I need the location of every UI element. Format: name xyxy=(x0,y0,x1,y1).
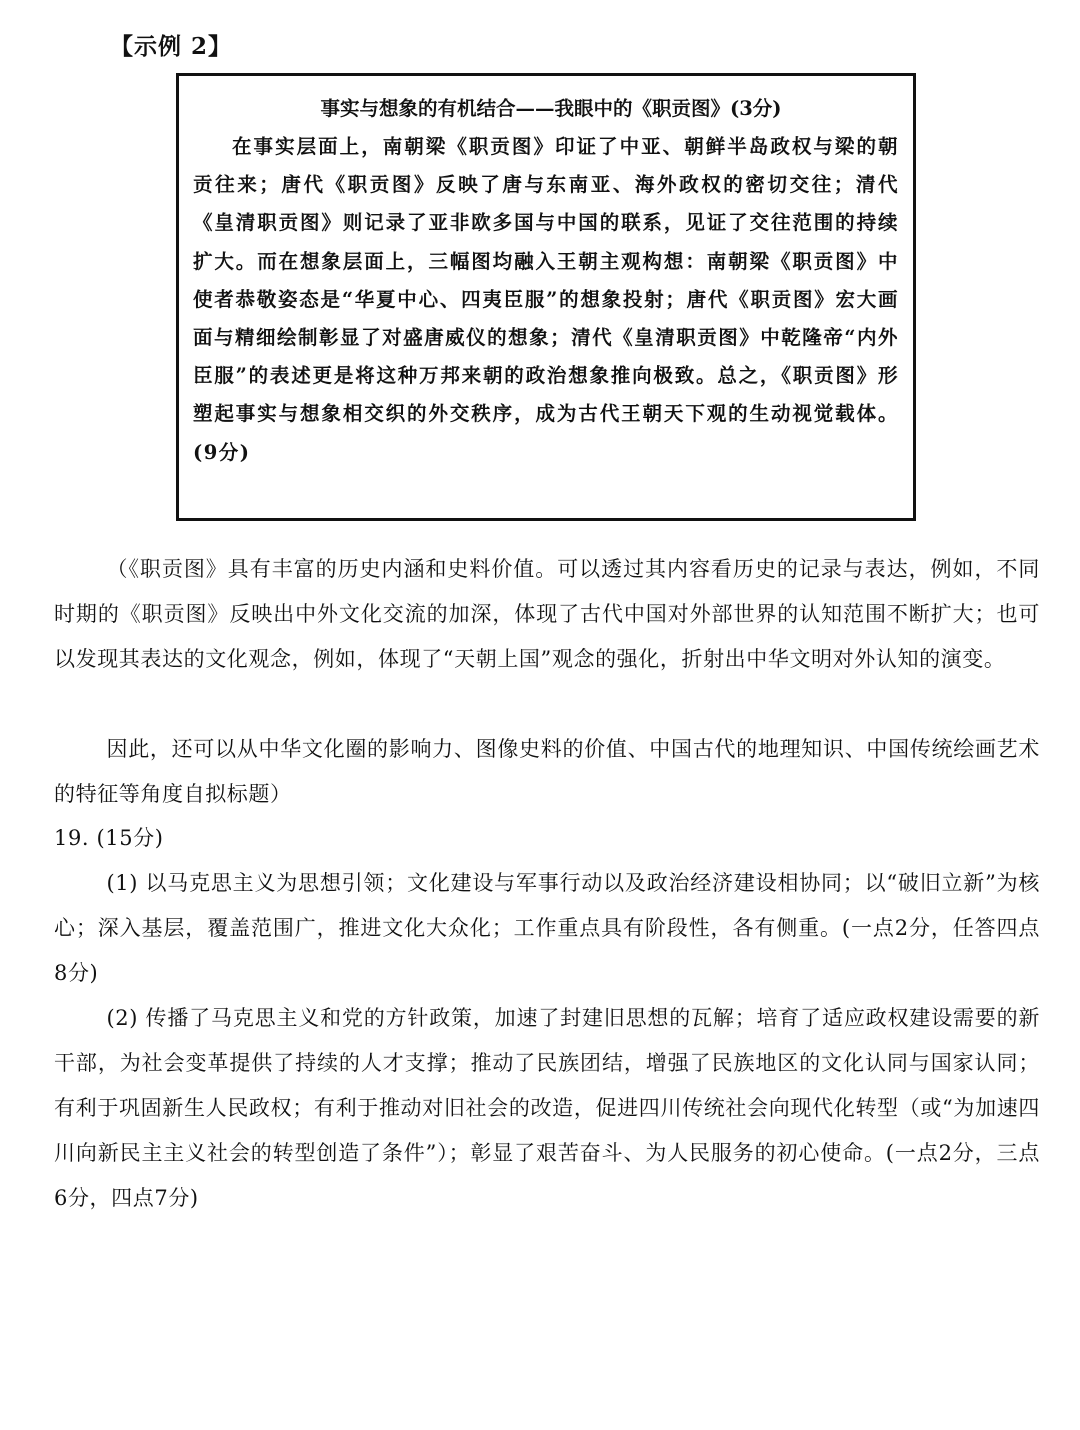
question-19-part-1: (1) 以马克思主义为思想引领；文化建设与军事行动以及政治经济建设相协同；以“破旧立新”为核心；深入基层，覆盖范围广，推进文化大众化；工作重点具有阶段性，各有侧重。(一点2分，任答四点8分) xyxy=(54,871,1040,985)
sample-answer-body: 在事实层面上，南朝梁《职贡图》印证了中亚、朝鲜半岛政权与梁的朝贡往来；唐代《职贡图》反映了唐与东南亚、海外政权的密切交往；清代《皇清职贡图》则记录了亚非欧多国与中国的联系，见证了交往范围的持续扩大。而在想象层面上，三幅图均融入王朝主观构想：南朝梁《职贡图》中使者恭敬姿态是“华夏中心、四夷臣服”的想象投射；唐代《职贡图》宏大画面与精细绘制彰显了对盛唐威仪的想象；清代《皇清职贡图》中乾隆帝“内外臣服”的表述更是将这种万邦来朝的政治想象推向极致。总之，《职贡图》形塑起事实与想象相交织的外交秩序，成为古代王朝天下观的生动视觉载体。(9分) xyxy=(193,135,899,464)
sample-answer-title: 事实与想象的有机结合——我眼中的《职贡图》(3分) xyxy=(320,97,782,120)
example-label: 【示例 2】 xyxy=(110,33,233,60)
note-paragraph-2: 因此，还可以从中华文化圈的影响力、图像史料的价值、中国古代的地理知识、中国传统绘画艺术的特征等角度自拟标题） xyxy=(54,737,1040,806)
sample-answer-box xyxy=(176,73,916,521)
question-19-part-2: (2) 传播了马克思主义和党的方针政策，加速了封建旧思想的瓦解；培育了适应政权建设需要的新干部，为社会变革提供了持续的人才支撑；推动了民族团结，增强了民族地区的文化认同与国家认同；有利于巩固新生人民政权；有利于推动对旧社会的改造，促进四川传统社会向现代化转型（或“为加速四川向新民主主义社会的转型创造了条件”）；彰显了艰苦奋斗、为人民服务的初心使命。(一点2分，三点6分，四点7分) xyxy=(54,1006,1040,1210)
question-19-heading: 19. (15分) xyxy=(54,826,164,850)
note-paragraph-1: （《职贡图》具有丰富的历史内涵和史料价值。可以透过其内容看历史的记录与表达，例如，不同时期的《职贡图》反映出中外文化交流的加深，体现了古代中国对外部世界的认知范围不断扩大；也可以发现其表达的文化观念，例如，体现了“天朝上国”观念的强化，折射出中华文明对外认知的演变。 xyxy=(54,557,1040,671)
